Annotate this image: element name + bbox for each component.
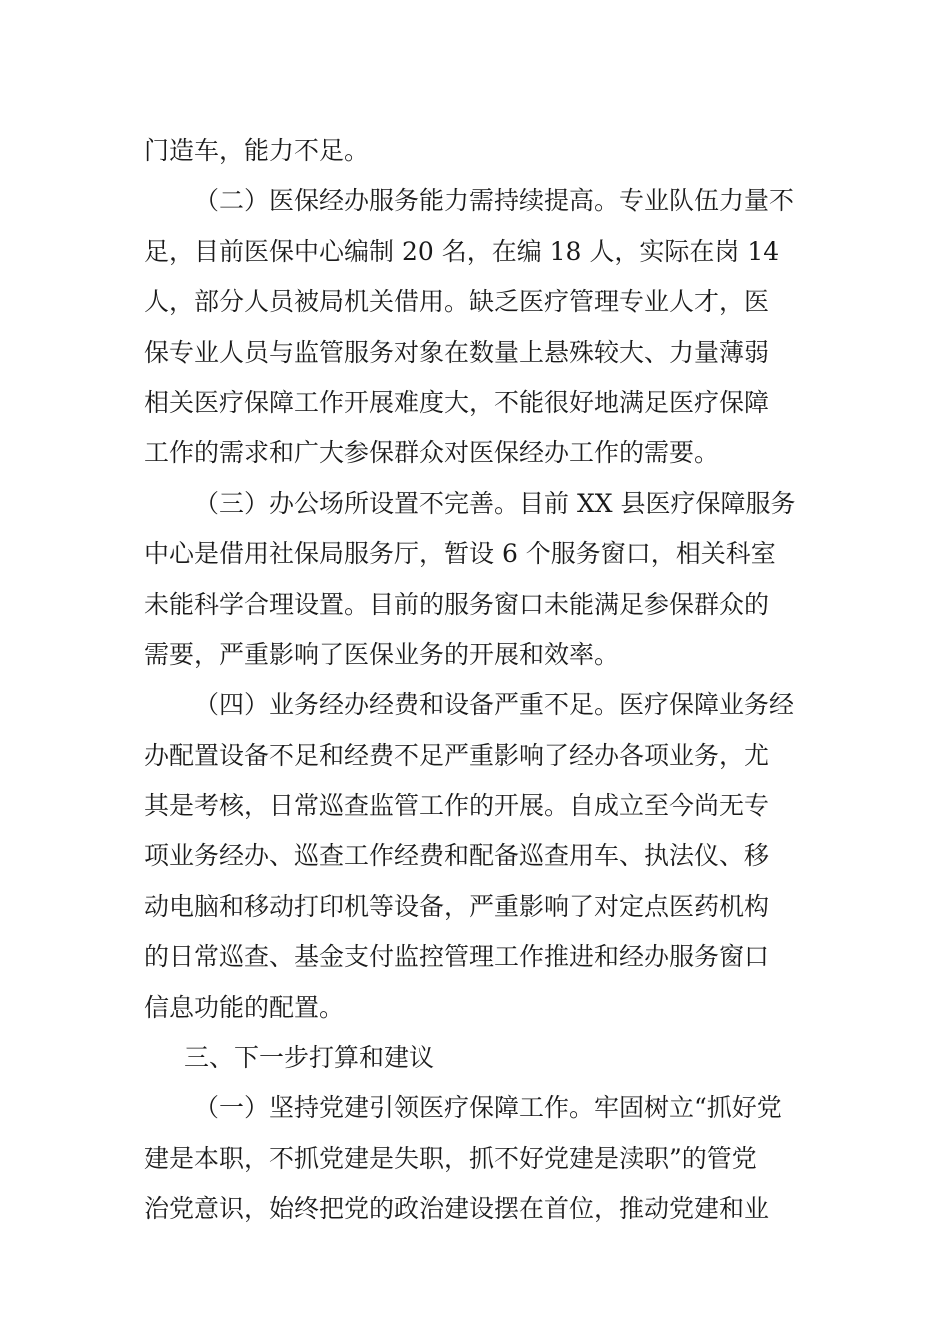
text-line: 未能科学合理设置。目前的服务窗口未能满足参保群众的 <box>144 589 770 619</box>
text-line: 动电脑和移动打印机等设备，严重影响了对定点医药机构 <box>144 891 770 921</box>
paragraph-heading-3: （三）办公场所设置不完善。目前 XX 县医疗保障服务 <box>194 488 796 518</box>
paragraph-heading-2: （二）医保经办服务能力需持续提高。专业队伍力量不 <box>194 186 795 216</box>
paragraph-heading-1: （一）坚持党建引领医疗保障工作。牢固树立“抓好党 <box>194 1093 782 1123</box>
paragraph-heading-4: （四）业务经办经费和设备严重不足。医疗保障业务经 <box>194 690 795 720</box>
text-line: 办配置设备不足和经费不足严重影响了经办各项业务，尤 <box>144 740 770 770</box>
text-line: 信息功能的配置。 <box>144 992 345 1022</box>
text-line: 治党意识，始终把党的政治建设摆在首位，推动党建和业 <box>144 1194 770 1224</box>
text-line: 的日常巡查、基金支付监控管理工作推进和经办服务窗口 <box>144 942 770 972</box>
document-body <box>144 126 810 1235</box>
text-line: 建是本职，不抓党建是失职，抓不好党建是渎职”的管党 <box>144 1143 757 1173</box>
text-line: 其是考核，日常巡查监管工作的开展。自成立至今尚无专 <box>144 791 770 821</box>
text-line: 需要，严重影响了医保业务的开展和效率。 <box>144 639 620 669</box>
text-line: 工作的需求和广大参保群众对医保经办工作的需要。 <box>144 438 720 468</box>
text-line: 中心是借用社保局服务厅，暂设 6 个服务窗口，相关科室 <box>144 539 776 569</box>
text-line: 人，部分人员被局机关借用。缺乏医疗管理专业人才，医 <box>144 287 770 317</box>
text-line: 相关医疗保障工作开展难度大，不能很好地满足医疗保障 <box>144 387 770 417</box>
text-line: 足，目前医保中心编制 20 名，在编 18 人，实际在岗 14 <box>144 236 780 266</box>
text-line: 保专业人员与监管服务对象在数量上悬殊较大、力量薄弱 <box>144 337 770 367</box>
text-line: 项业务经办、巡查工作经费和配备巡查用车、执法仪、移 <box>144 841 770 871</box>
section-heading: 三、下一步打算和建议 <box>184 1043 435 1073</box>
text-line: 门造车，能力不足。 <box>144 136 370 165</box>
